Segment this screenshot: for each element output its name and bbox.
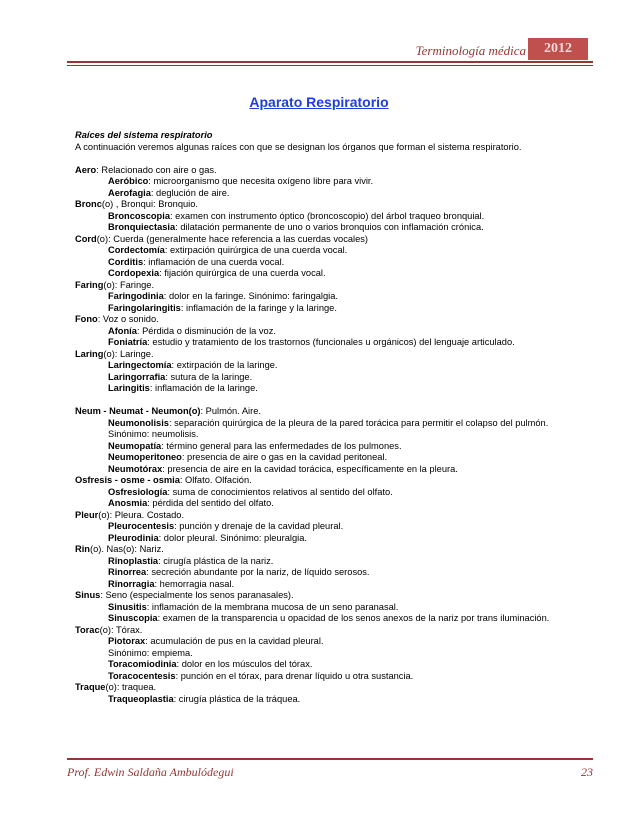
term-entry (75, 636, 595, 648)
root-entry (75, 165, 595, 177)
term-definition: : Pulmón. Aire. (200, 406, 261, 416)
term-name: Rinorragia (108, 578, 155, 589)
term-entry (75, 383, 595, 395)
term-definition: : dolor en los músculos del tórax. (176, 659, 313, 669)
term-entry (75, 360, 595, 372)
term-entry (75, 211, 595, 223)
term-definition: : Voz o sonido. (97, 314, 159, 324)
term-definition: : acumulación de pus en la cavidad pleural. (145, 636, 324, 646)
term-name: Neumonolisis (108, 417, 169, 428)
term-name: Osfresiología (108, 486, 168, 497)
term-entry (75, 303, 595, 315)
root-entry (75, 475, 595, 487)
term-name: Anosmia (108, 498, 148, 508)
term-definition: (o). Nas(o): Nariz. (89, 544, 164, 554)
term-definition: : deglución de aire. (150, 187, 230, 198)
term-name: Aeróbico (108, 176, 149, 186)
term-entry (75, 337, 595, 349)
term-name: Laring (75, 348, 104, 359)
term-definition: : Relacionado con aire o gas. (96, 164, 217, 175)
footer-author: Prof. Edwin Saldaña Ambulódegui (67, 765, 234, 779)
term-name: Pleur (75, 509, 99, 520)
term-definition: (o): Cuerda (generalmente hace referencia a las cuerdas vocales) (96, 233, 369, 244)
term-definition: : separación quirúrgica de la pleura de la pared torácica para permitir el colapso del pulmón. (168, 417, 549, 428)
term-entry (75, 441, 595, 453)
root-entry (75, 406, 595, 418)
term-name: Traque (75, 682, 106, 692)
term-name: Rinoplastia (108, 555, 159, 566)
term-name: Foniatría (108, 337, 148, 347)
term-entry (75, 498, 595, 510)
root-entry (75, 625, 595, 637)
term-definition: : cirugía plástica de la nariz. (158, 555, 274, 566)
term-definition: : dolor en la faringe. Sinónimo: faringalgia. (163, 291, 338, 301)
header-divider (67, 61, 593, 63)
term-name: Cord (75, 233, 97, 244)
term-name: Sinus (75, 590, 101, 600)
root-entry (75, 682, 595, 694)
term-definition: : Olfato. Olfación. (179, 475, 252, 485)
term-definition: : sutura de la laringe. (165, 371, 253, 382)
term-definition: : examen de la transparencia u opacidad de los senos anexos de la nariz por trans iluminación. (157, 613, 550, 623)
term-name: Bronquiectasia (108, 222, 176, 232)
term-entry (75, 268, 595, 280)
section-intro: A continuación veremos algunas raíces con que se designan los órganos que forman el sistema respiratorio. (75, 141, 522, 152)
term-name: Fono (75, 314, 98, 324)
term-entry (75, 464, 595, 476)
term-definition: : examen con instrumento óptico (broncoscopio) del árbol traqueo bronquial. (170, 210, 485, 221)
term-name: Traqueoplastia (108, 693, 174, 704)
term-name: Torac (75, 624, 100, 635)
term-entry (75, 556, 595, 568)
term-entry (75, 372, 595, 384)
term-name: Laringorrafia (108, 371, 166, 382)
term-definition: : pérdida del sentido del olfato. (147, 498, 274, 508)
term-definition: (o): Faringe. (103, 279, 155, 290)
term-name: Neumotórax (108, 463, 163, 474)
term-name: Osfresis - osme - osmia (75, 475, 180, 485)
term-name: Laringitis (108, 383, 150, 393)
term-definition: (o): Laringe. (103, 348, 154, 359)
term-entry (75, 429, 595, 441)
term-entry (75, 291, 595, 303)
term-definition: : inflamación de la faringe y la laringe. (180, 302, 337, 313)
term-definition: : Seno (especialmente los senos paranasales). (100, 590, 294, 600)
term-name: Broncoscopia (108, 210, 170, 221)
root-entry (75, 199, 595, 211)
term-name: Pleurodinia (108, 532, 159, 543)
term-name: Sinusitis (108, 601, 147, 612)
term-definition: : hemorragia nasal. (154, 578, 235, 589)
term-entry (75, 487, 595, 499)
term-definition: (o) , Bronqui: Bronquio. (101, 199, 198, 209)
term-definition: : dilatación permanente de uno o varios bronquios con inflamación crónica. (175, 222, 484, 232)
term-name: Afonía (108, 325, 137, 336)
term-definition: Sinónimo: neumolisis. (108, 429, 199, 439)
term-definition: : cirugía plástica de la tráquea. (173, 693, 301, 704)
term-name: Cordectomía (108, 245, 165, 255)
term-name: Neum - Neumat - Neumon(o) (75, 406, 201, 416)
term-name: Neumoperitoneo (108, 452, 182, 462)
term-definition: : estudio y tratamiento de los trastornos (funcionales u orgánicos) del lenguaje articulado. (147, 337, 515, 347)
term-definition: (o): Pleura. Costado. (98, 509, 185, 520)
term-entry (75, 533, 595, 545)
page-title: Aparato Respiratorio (249, 94, 389, 110)
root-entry (75, 510, 595, 522)
term-name: Bronc (75, 199, 102, 209)
term-name: Pleurocentesis (108, 521, 175, 531)
root-entry (75, 314, 595, 326)
term-entry (75, 579, 595, 591)
term-list (75, 165, 595, 706)
page-number: 23 (581, 765, 593, 779)
term-entry (75, 521, 595, 533)
term-definition: Sinónimo: empiema. (108, 647, 193, 658)
term-name: Toracomiodinia (108, 659, 177, 669)
root-entry (75, 234, 595, 246)
term-entry (75, 326, 595, 338)
term-definition: : inflamación de la laringe. (149, 383, 258, 393)
term-entry (75, 602, 595, 614)
term-name: Laringectomía (108, 360, 172, 370)
term-name: Neumopatía (108, 440, 162, 451)
term-definition: : extirpación quirúrgica de una cuerda vocal. (164, 245, 348, 255)
header-year-badge (528, 38, 588, 60)
term-definition: : inflamación de una cuerda vocal. (143, 256, 285, 267)
term-entry (75, 418, 595, 430)
term-entry (75, 567, 595, 579)
term-entry (75, 257, 595, 269)
term-definition: : término general para las enfermedades de los pulmones. (161, 440, 402, 451)
header-divider-thin (67, 65, 593, 66)
term-definition: : fijación quirúrgica de una cuerda vocal. (159, 268, 326, 278)
root-entry (75, 590, 595, 602)
term-definition: : punción en el tórax, para drenar líquido u otra sustancia. (175, 670, 414, 681)
term-entry (75, 671, 595, 683)
term-entry (75, 694, 595, 706)
document-body (75, 130, 595, 705)
term-definition: : extirpación de la laringe. (171, 360, 278, 370)
root-entry (75, 280, 595, 292)
term-name: Faringodinia (108, 291, 164, 301)
spacer (75, 153, 595, 165)
term-definition: : inflamación de la membrana mucosa de un seno paranasal. (146, 601, 399, 612)
term-entry (75, 222, 595, 234)
term-entry (75, 452, 595, 464)
term-name: Toracocentesis (108, 670, 176, 681)
term-entry (75, 188, 595, 200)
term-name: Cordopexia (108, 268, 160, 278)
term-definition: : Pérdida o disminución de la voz. (136, 325, 276, 336)
section-heading: Raíces del sistema respiratorio (75, 130, 213, 140)
footer-divider (67, 758, 593, 760)
term-definition: : dolor pleural. Sinónimo: pleuralgia. (158, 532, 307, 543)
term-name: Sinuscopia (108, 613, 158, 623)
term-name: Rin (75, 544, 90, 554)
term-entry (75, 648, 595, 660)
term-name: Faringolaringitis (108, 302, 181, 313)
term-definition: : presencia de aire o gas en la cavidad peritoneal. (181, 452, 388, 462)
root-entry (75, 544, 595, 556)
term-name: Rinorrea (108, 567, 147, 577)
term-definition: (o): traquea. (105, 682, 157, 692)
term-definition: : suma de conocimientos relativos al sentido del olfato. (167, 486, 393, 497)
term-name: Aero (75, 164, 97, 175)
term-name: Aerofagia (108, 187, 151, 198)
term-definition: : secreción abundante por la nariz, de líquido serosos. (146, 567, 370, 577)
term-entry (75, 659, 595, 671)
term-definition: : presencia de aire en la cavidad torácica, específicamente en la pleura. (162, 463, 458, 474)
term-definition: : punción y drenaje de la cavidad pleural. (174, 521, 344, 531)
term-entry (75, 245, 595, 257)
term-definition: : microorganismo que necesita oxígeno libre para vivir. (148, 176, 374, 186)
header-year: 2012 (544, 41, 572, 56)
term-name: Faring (75, 279, 104, 290)
header-title: Terminología médica (415, 43, 526, 58)
term-entry (75, 176, 595, 188)
term-definition: (o): Tórax. (99, 624, 143, 635)
term-entry (75, 613, 595, 625)
root-entry (75, 349, 595, 361)
term-name: Piotorax (108, 636, 146, 646)
term-name: Corditis (108, 256, 144, 267)
spacer (75, 395, 595, 407)
